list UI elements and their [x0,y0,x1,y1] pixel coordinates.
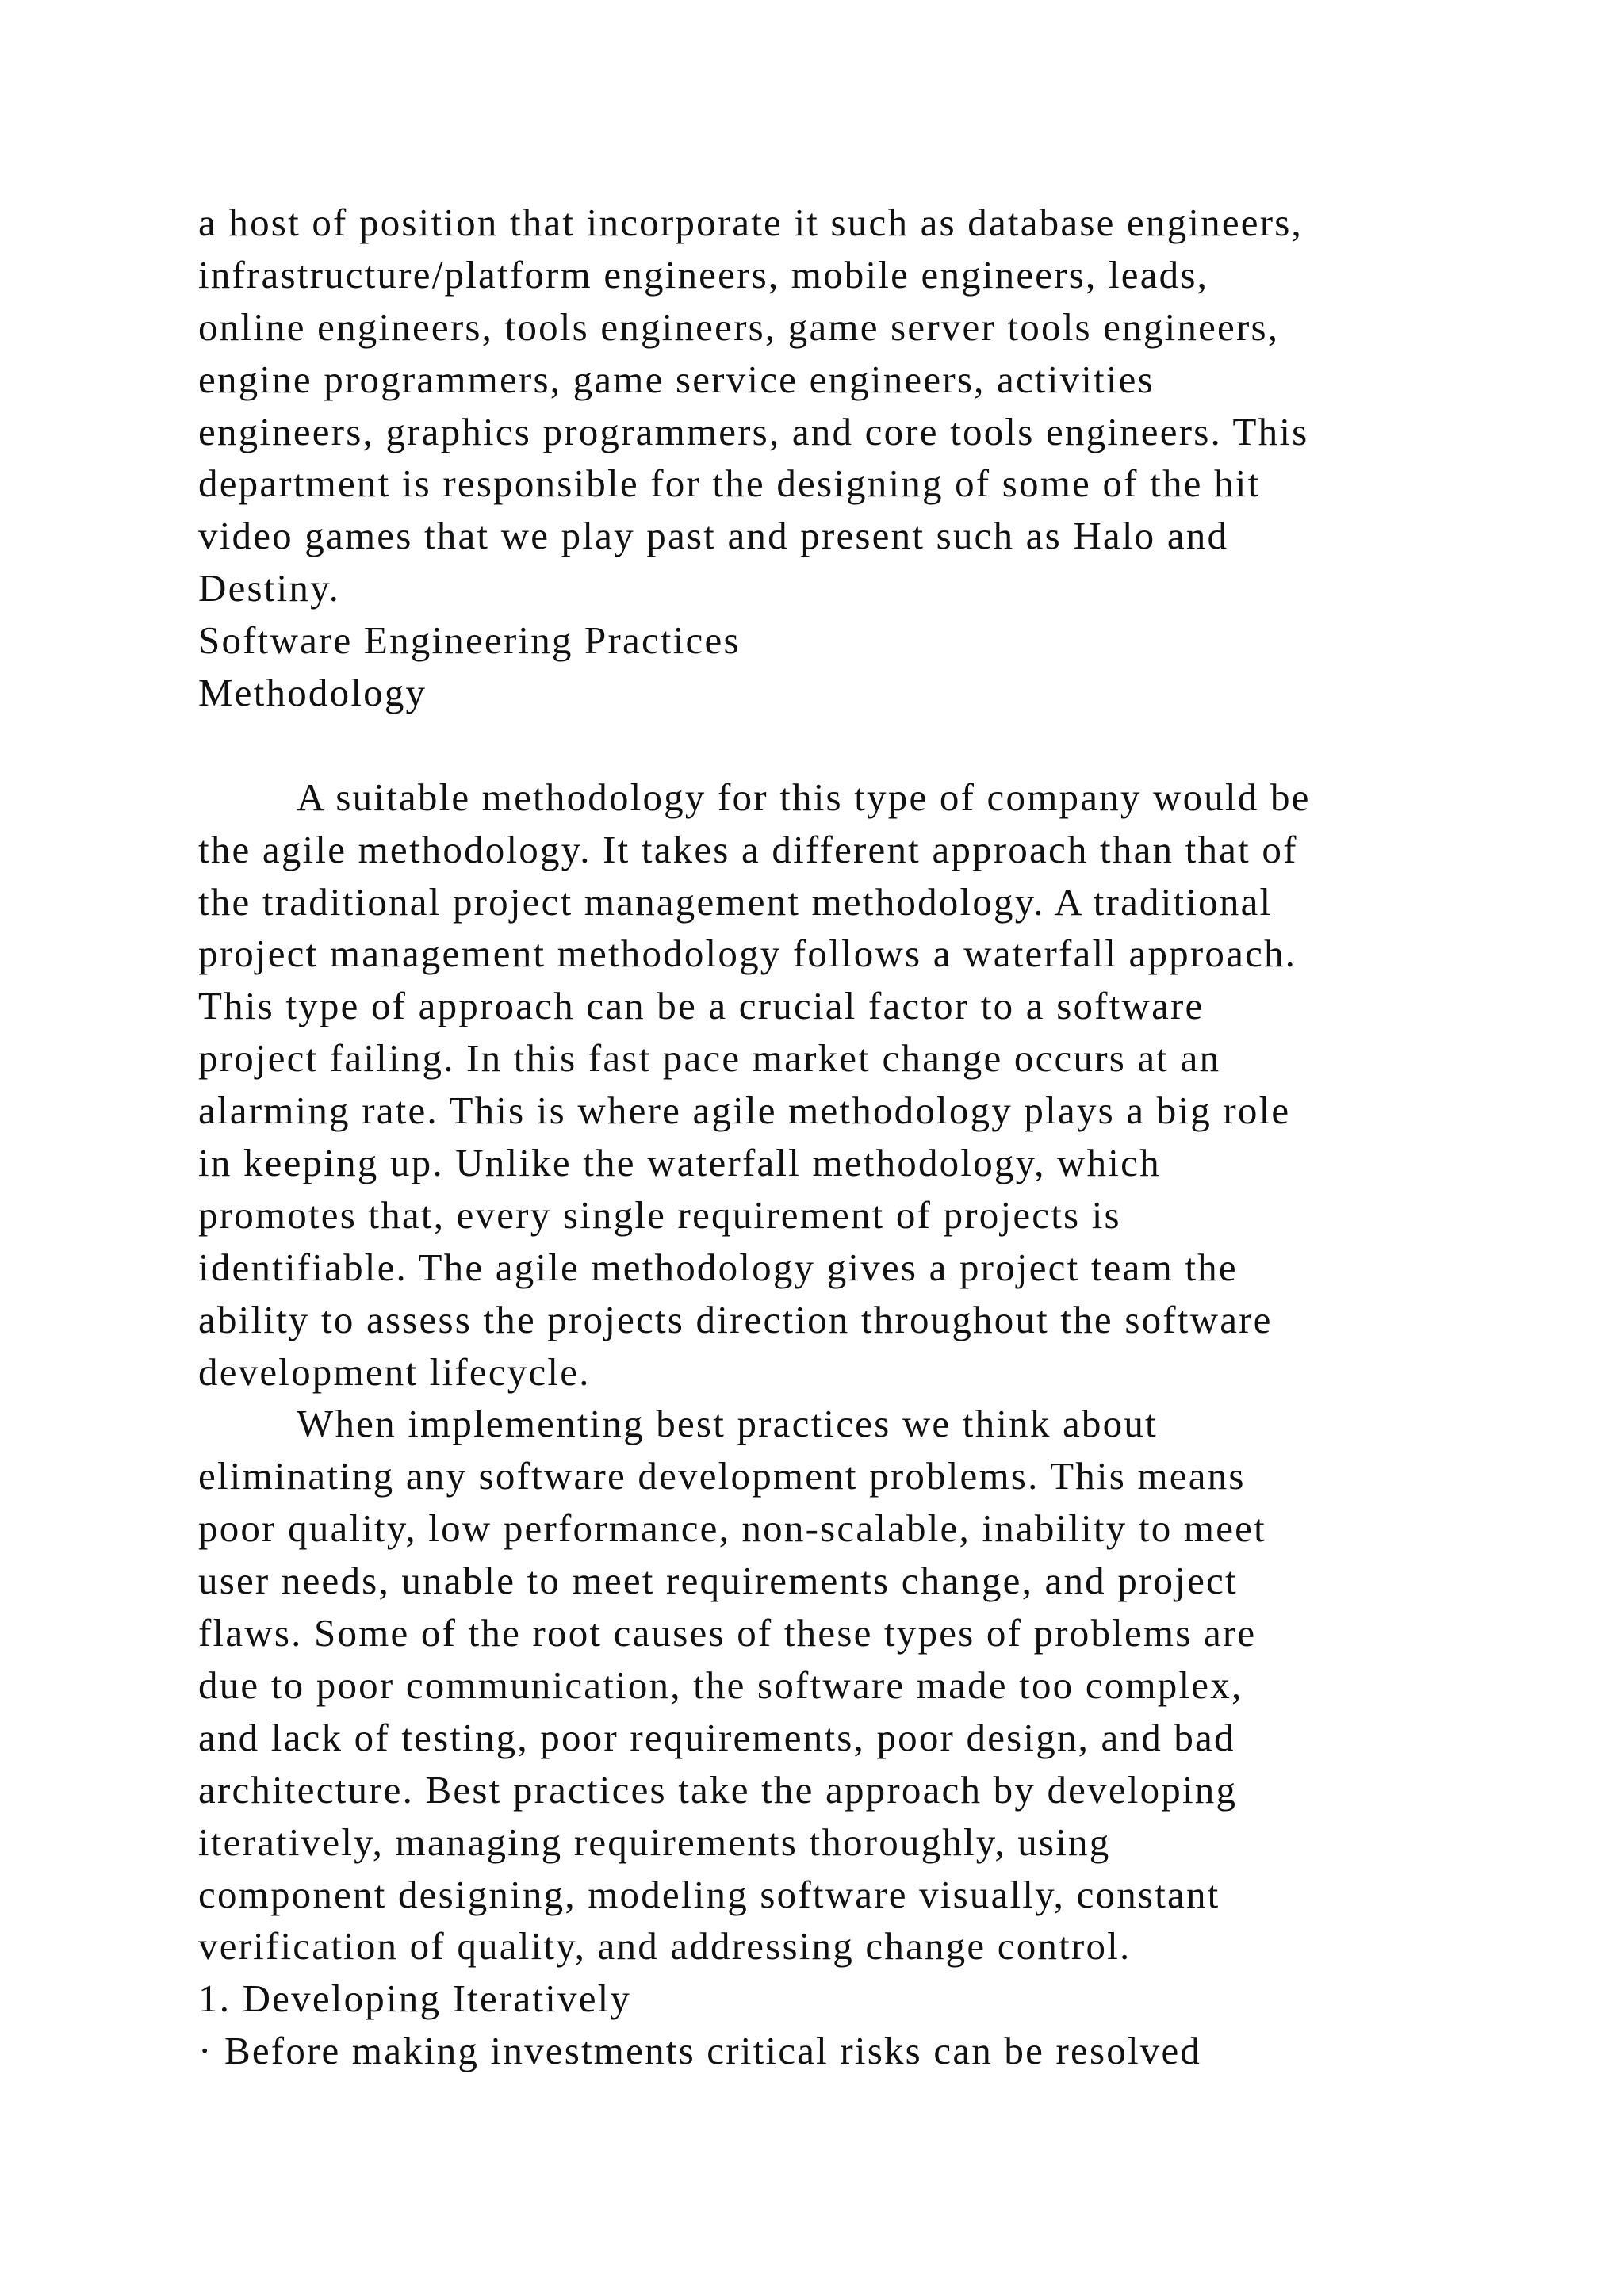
intro-line: online engineers, tools engineers, game server tools engineers, [198,304,1280,349]
methodology-line: the agile methodology. It takes a different approach than that of [198,827,1298,871]
blank-line [198,719,1546,771]
intro-line: engine programmers, game service engineers, activities [198,357,1155,401]
practices-line: verification of quality, and addressing change control. [198,1924,1132,1969]
practices-line: due to poor communication, the software made too complex, [198,1663,1243,1707]
practices-line: iteratively, managing requirements thoroughly, using [198,1820,1111,1864]
practices-line: user needs, unable to meet requirements change, and project [198,1559,1238,1603]
practices-line: flaws. Some of the root causes of these types of problems are [198,1611,1257,1655]
methodology-paragraph-first-line: A suitable methodology for this type of company would be [297,775,1311,819]
bullet-item: · Before making investments critical risks can be resolved [198,2029,1202,2073]
methodology-line: alarming rate. This is where agile methodology plays a big role [198,1089,1291,1133]
intro-line: department is responsible for the designing of some of the hit [198,461,1261,506]
methodology-line: development lifecycle. [198,1349,591,1394]
practices-line: poor quality, low performance, non-scalable, inability to meet [198,1506,1266,1551]
methodology-line: identifiable. The agile methodology gives a project team the [198,1245,1238,1289]
methodology-line: in keeping up. Unlike the waterfall methodology, which [198,1141,1161,1185]
practices-line: and lack of testing, poor requirements, poor design, and bad [198,1715,1235,1759]
methodology-line: ability to assess the projects direction throughout the software [198,1297,1273,1341]
methodology-line: promotes that, every single requirement of projects is [198,1192,1121,1237]
intro-line: engineers, graphics programmers, and core tools engineers. This [198,409,1309,453]
methodology-line: This type of approach can be a crucial factor to a software [198,984,1205,1028]
numbered-heading: 1. Developing Iteratively [198,1976,632,2021]
practices-line: component designing, modeling software visually, constant [198,1872,1220,1916]
section-heading-methodology: Methodology [198,671,427,715]
intro-line: video games that we play past and present such as Halo and [198,514,1229,558]
intro-line: a host of position that incorporate it such as database engineers, [198,201,1303,244]
practices-line: architecture. Best practices take the approach by developing [198,1767,1238,1812]
methodology-line: project failing. In this fast pace market change occurs at an [198,1036,1221,1081]
methodology-line: the traditional project management methodology. A traditional [198,879,1273,924]
methodology-line: project management methodology follows a waterfall approach. [198,932,1297,976]
practices-line: eliminating any software development problems. This means [198,1454,1246,1498]
practices-paragraph-first-line: When implementing best practices we think about [297,1402,1158,1446]
intro-line: infrastructure/platform engineers, mobile engineers, leads, [198,252,1209,297]
section-heading-practices: Software Engineering Practices [198,618,741,663]
document-body [198,197,1546,2077]
intro-line: Destiny. [198,566,341,610]
